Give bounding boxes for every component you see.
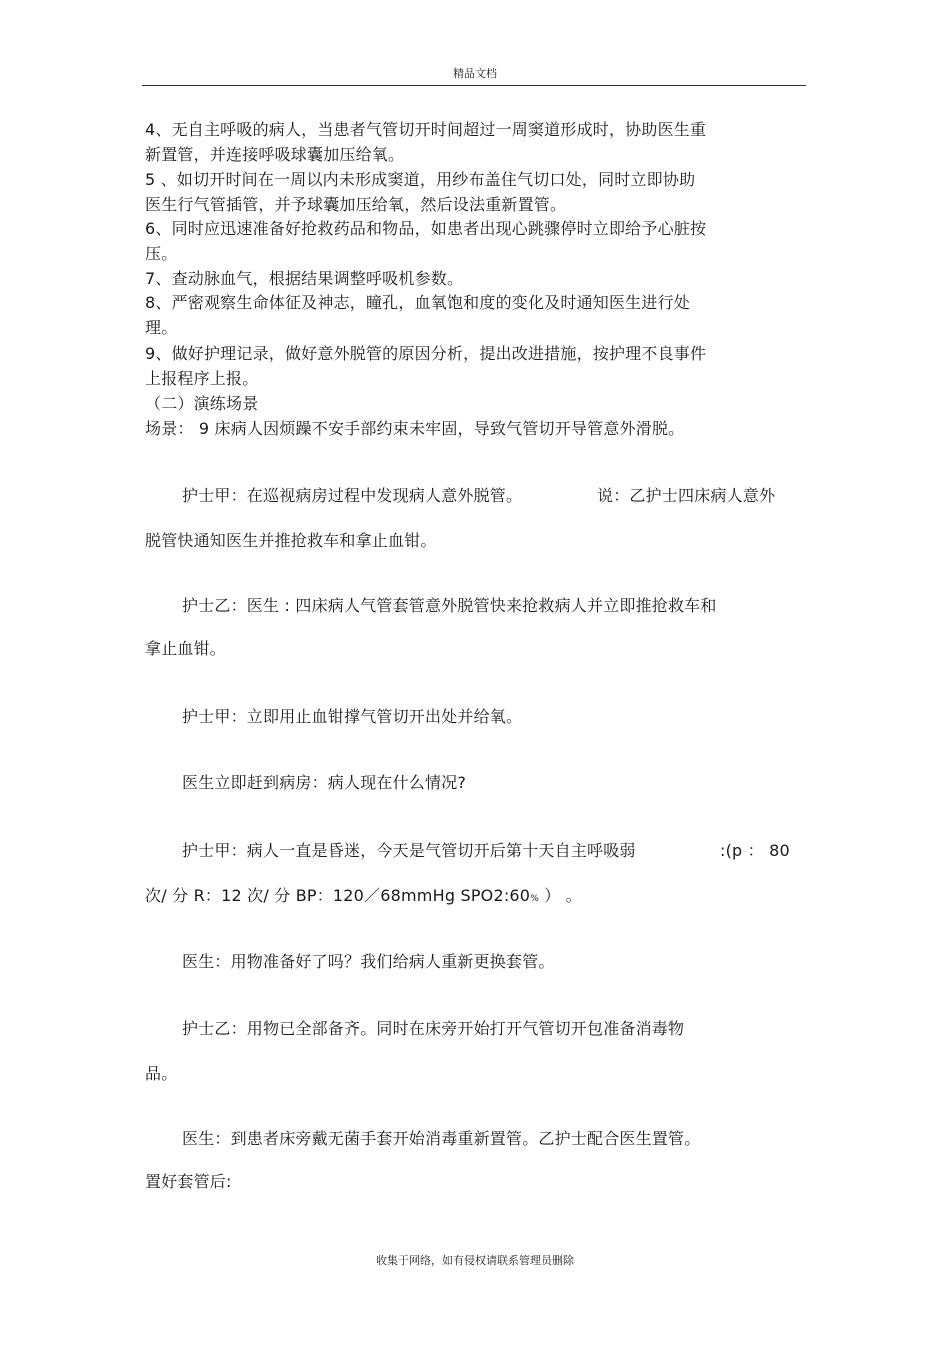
text-line: 理。 [145,318,178,337]
dialogue-line: 脱管快通知医生并推抢救车和拿止血钳。 [145,531,437,550]
dialogue-line: 置好套管后: [145,1172,232,1191]
percent-sign: % [530,894,539,904]
text-line: 4、无自主呼吸的病人，当患者气管切开时间超过一周窦道形成时，协助医生重 [145,120,707,139]
dialogue-line: 品。 [145,1064,178,1083]
text-line: 5 、如切开时间在一周以内未形成窦道，用纱布盖住气切口处，同时立即协助 [145,170,696,189]
dialogue-line: 护士乙：医生 : 四床病人气管套管意外脱管快来抢救病人并立即推抢救车和 [182,596,717,615]
dialogue-line: 医生：到患者床旁戴无菌手套开始消毒重新置管。乙护士配合医生置管。 [182,1129,701,1148]
text-line: 压。 [145,244,178,263]
text-line: 新置管，并连接呼吸球囊加压给氧。 [145,145,405,164]
header-rule [142,85,806,86]
vitals-text: 次/ 分 R：12 次/ 分 BP：120／68mmHg SPO2:60 [145,886,531,905]
page-header: 精品文档 [453,67,497,80]
text-line: 7、查动脉血气，根据结果调整呼吸机参数。 [145,269,464,288]
text-line: 医生行气管插管，并予球囊加压给氧，然后设法重新置管。 [145,195,567,214]
dialogue-line: 护士甲：病人一直是昏迷，今天是气管切开后第十天自主呼吸弱 [182,841,636,860]
dialogue-line: 拿止血钳。 [145,639,227,658]
dialogue-line: 医生立即赶到病房：病人现在什么情况? [182,773,467,792]
text-line: 9、做好护理记录，做好意外脱管的原因分析，提出改进措施，按护理不良事件 [145,344,707,363]
vitals-close: ） 。 [538,886,582,905]
vitals-line: :(p ： 80 [720,841,790,860]
dialogue-line: 护士甲：在巡视病房过程中发现病人意外脱管。 [182,486,523,505]
text-line: 6、同时应迅速准备好抢救药品和物品，如患者出现心跳骤停时立即给予心脏按 [145,219,707,238]
dialogue-line: 医生：用物准备好了吗？我们给病人重新更换套管。 [182,952,555,971]
vitals-line [145,886,582,909]
page-footer: 收集于网络，如有侵权请联系管理员删除 [376,1254,574,1267]
section-heading: （二）演练场景 [145,394,259,413]
dialogue-line: 说：乙护士四床病人意外 [597,486,776,505]
text-line: 8、严密观察生命体征及神志，瞳孔，血氧饱和度的变化及时通知医生进行处 [145,293,690,312]
scene-line: 场景： 9 床病人因烦躁不安手部约束未牢固，导致气管切开导管意外滑脱。 [145,419,685,438]
text-line: 上报程序上报。 [145,369,259,388]
dialogue-line: 护士甲：立即用止血钳撑气管切开出处并给氧。 [182,707,523,726]
dialogue-line: 护士乙：用物已全部备齐。同时在床旁开始打开气管切开包准备消毒物 [182,1019,685,1038]
